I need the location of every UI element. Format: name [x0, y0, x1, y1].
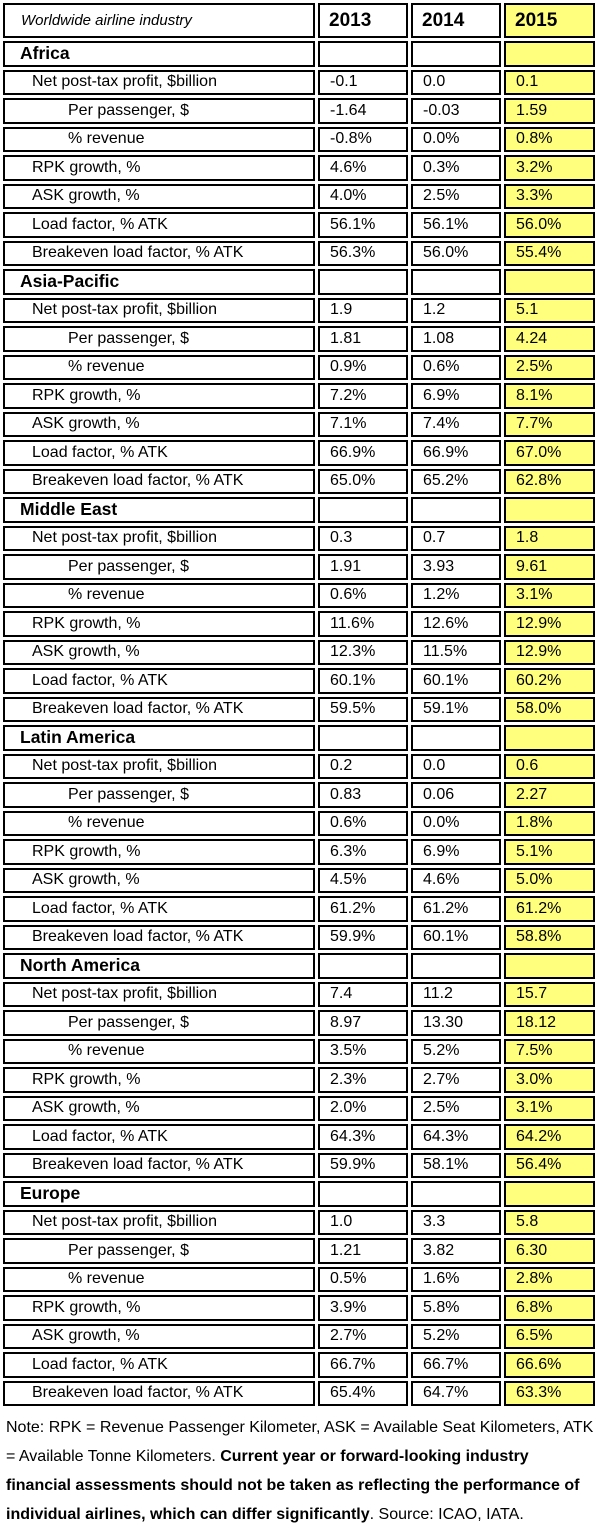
value-cell: 11.5%	[411, 640, 501, 666]
table-row	[3, 640, 595, 666]
value-cell: 64.7%	[411, 1381, 501, 1407]
value-cell: 0.0	[411, 754, 501, 780]
value-cell: 3.9%	[318, 1295, 408, 1321]
row-label: % revenue	[3, 355, 315, 381]
region-row-europe	[3, 1181, 595, 1207]
value-cell: 4.6%	[318, 155, 408, 181]
value-cell: 5.0%	[504, 868, 595, 894]
value-cell: -0.8%	[318, 127, 408, 153]
value-cell: 0.0	[411, 70, 501, 96]
value-cell: 4.24	[504, 326, 595, 352]
region-empty-cell	[318, 1181, 408, 1207]
row-label: Net post-tax profit, $billion	[3, 526, 315, 552]
value-cell: 64.3%	[318, 1124, 408, 1150]
row-label: Net post-tax profit, $billion	[3, 982, 315, 1008]
row-label: Load factor, % ATK	[3, 440, 315, 466]
value-cell: 56.1%	[411, 212, 501, 238]
row-label: Per passenger, $	[3, 554, 315, 580]
value-cell: 0.5%	[318, 1267, 408, 1293]
table-row	[3, 554, 595, 580]
row-label: RPK growth, %	[3, 839, 315, 865]
table-row	[3, 839, 595, 865]
table-row	[3, 1352, 595, 1378]
value-cell: 1.2%	[411, 583, 501, 609]
region-empty-cell	[411, 953, 501, 979]
row-label: Load factor, % ATK	[3, 1352, 315, 1378]
value-cell: 1.21	[318, 1238, 408, 1264]
row-label: RPK growth, %	[3, 1295, 315, 1321]
value-cell: 61.2%	[318, 896, 408, 922]
row-label: Breakeven load factor, % ATK	[3, 1381, 315, 1407]
row-label: % revenue	[3, 811, 315, 837]
value-cell: 1.9	[318, 298, 408, 324]
value-cell: 3.1%	[504, 583, 595, 609]
region-row-africa	[3, 41, 595, 67]
region-row-middle-east	[3, 497, 595, 523]
table-row	[3, 98, 595, 124]
value-cell: 4.0%	[318, 184, 408, 210]
value-cell: 6.8%	[504, 1295, 595, 1321]
value-cell: 11.6%	[318, 611, 408, 637]
region-row-north-america	[3, 953, 595, 979]
row-label: Breakeven load factor, % ATK	[3, 697, 315, 723]
value-cell: 55.4%	[504, 241, 595, 267]
row-label: Per passenger, $	[3, 782, 315, 808]
row-label: Load factor, % ATK	[3, 668, 315, 694]
value-cell: 1.59	[504, 98, 595, 124]
value-cell: 0.0%	[411, 811, 501, 837]
region-row-asia-pacific	[3, 269, 595, 295]
table-row	[3, 1039, 595, 1065]
value-cell: 9.61	[504, 554, 595, 580]
table-row	[3, 754, 595, 780]
table-row	[3, 412, 595, 438]
value-cell: 12.9%	[504, 611, 595, 637]
footnote-bold-text: Current year or forward-looking industry financial assessments should not be taken as reflecting the performance of individual airlines, which can differ significantly	[6, 1448, 580, 1523]
row-label: Per passenger, $	[3, 1238, 315, 1264]
value-cell: 12.6%	[411, 611, 501, 637]
table-row	[3, 1267, 595, 1293]
table-row	[3, 440, 595, 466]
value-cell: 5.2%	[411, 1039, 501, 1065]
footnote-tail-text: . Source: ICAO, IATA.	[369, 1506, 524, 1523]
table-row	[3, 782, 595, 808]
value-cell: 3.3	[411, 1210, 501, 1236]
value-cell: 1.8%	[504, 811, 595, 837]
region-empty-cell	[411, 1181, 501, 1207]
value-cell: 3.3%	[504, 184, 595, 210]
region-header-asia-pacific: Asia-Pacific	[3, 269, 315, 295]
table-row	[3, 1096, 595, 1122]
value-cell: 2.5%	[411, 1096, 501, 1122]
value-cell: 1.0	[318, 1210, 408, 1236]
value-cell: 5.1%	[504, 839, 595, 865]
value-cell: 56.3%	[318, 241, 408, 267]
value-cell: 62.8%	[504, 469, 595, 495]
value-cell: 56.0%	[504, 212, 595, 238]
value-cell: 12.9%	[504, 640, 595, 666]
value-cell: 3.0%	[504, 1067, 595, 1093]
value-cell: 2.5%	[411, 184, 501, 210]
value-cell: -1.64	[318, 98, 408, 124]
row-label: Breakeven load factor, % ATK	[3, 1153, 315, 1179]
table-row	[3, 298, 595, 324]
table-row	[3, 811, 595, 837]
value-cell: 2.3%	[318, 1067, 408, 1093]
row-label: RPK growth, %	[3, 611, 315, 637]
value-cell: 64.2%	[504, 1124, 595, 1150]
value-cell: 2.5%	[504, 355, 595, 381]
row-label: Net post-tax profit, $billion	[3, 754, 315, 780]
value-cell: 5.1	[504, 298, 595, 324]
row-label: RPK growth, %	[3, 383, 315, 409]
value-cell: 60.1%	[318, 668, 408, 694]
value-cell: 3.93	[411, 554, 501, 580]
value-cell: 59.1%	[411, 697, 501, 723]
table-row	[3, 526, 595, 552]
table-row	[3, 668, 595, 694]
value-cell: 0.8%	[504, 127, 595, 153]
table-row	[3, 184, 595, 210]
row-label: % revenue	[3, 1039, 315, 1065]
value-cell: 58.8%	[504, 925, 595, 951]
region-empty-cell	[504, 953, 595, 979]
row-label: ASK growth, %	[3, 640, 315, 666]
value-cell: 3.5%	[318, 1039, 408, 1065]
value-cell: 60.1%	[411, 925, 501, 951]
value-cell: 66.6%	[504, 1352, 595, 1378]
region-empty-cell	[411, 269, 501, 295]
row-label: Breakeven load factor, % ATK	[3, 925, 315, 951]
table-row	[3, 70, 595, 96]
table-row	[3, 697, 595, 723]
row-label: RPK growth, %	[3, 155, 315, 181]
table-row	[3, 925, 595, 951]
value-cell: 60.2%	[504, 668, 595, 694]
value-cell: 2.8%	[504, 1267, 595, 1293]
value-cell: 6.9%	[411, 383, 501, 409]
region-empty-cell	[318, 953, 408, 979]
region-row-latin-america	[3, 725, 595, 751]
region-empty-cell	[318, 497, 408, 523]
value-cell: 60.1%	[411, 668, 501, 694]
row-label: Load factor, % ATK	[3, 1124, 315, 1150]
row-label: Load factor, % ATK	[3, 212, 315, 238]
value-cell: -0.03	[411, 98, 501, 124]
row-label: % revenue	[3, 583, 315, 609]
row-label: Net post-tax profit, $billion	[3, 70, 315, 96]
value-cell: 59.9%	[318, 1153, 408, 1179]
table-row	[3, 1238, 595, 1264]
value-cell: 2.0%	[318, 1096, 408, 1122]
value-cell: 0.6%	[318, 583, 408, 609]
value-cell: 56.0%	[411, 241, 501, 267]
value-cell: 66.9%	[318, 440, 408, 466]
value-cell: 63.3%	[504, 1381, 595, 1407]
value-cell: 1.91	[318, 554, 408, 580]
table-row	[3, 896, 595, 922]
row-label: Per passenger, $	[3, 98, 315, 124]
value-cell: 0.7	[411, 526, 501, 552]
value-cell: 7.1%	[318, 412, 408, 438]
region-empty-cell	[411, 497, 501, 523]
value-cell: 1.8	[504, 526, 595, 552]
table-row	[3, 1295, 595, 1321]
table-row	[3, 155, 595, 181]
value-cell: 67.0%	[504, 440, 595, 466]
value-cell: 56.4%	[504, 1153, 595, 1179]
header-row	[3, 3, 595, 38]
table-row	[3, 212, 595, 238]
region-empty-cell	[504, 497, 595, 523]
value-cell: 15.7	[504, 982, 595, 1008]
value-cell: 0.06	[411, 782, 501, 808]
region-header-europe: Europe	[3, 1181, 315, 1207]
row-label: RPK growth, %	[3, 1067, 315, 1093]
value-cell: 0.6%	[411, 355, 501, 381]
value-cell: 7.4%	[411, 412, 501, 438]
region-empty-cell	[411, 725, 501, 751]
value-cell: 61.2%	[504, 896, 595, 922]
row-label: Net post-tax profit, $billion	[3, 1210, 315, 1236]
value-cell: 0.0%	[411, 127, 501, 153]
region-header-africa: Africa	[3, 41, 315, 67]
value-cell: 13.30	[411, 1010, 501, 1036]
table-row	[3, 1153, 595, 1179]
value-cell: 5.8%	[411, 1295, 501, 1321]
row-label: % revenue	[3, 1267, 315, 1293]
value-cell: 66.7%	[411, 1352, 501, 1378]
value-cell: 66.9%	[411, 440, 501, 466]
table-row	[3, 1324, 595, 1350]
row-label: Per passenger, $	[3, 1010, 315, 1036]
region-empty-cell	[504, 725, 595, 751]
value-cell: 0.6	[504, 754, 595, 780]
value-cell: 7.2%	[318, 383, 408, 409]
row-label: Load factor, % ATK	[3, 896, 315, 922]
region-empty-cell	[504, 1181, 595, 1207]
value-cell: 59.5%	[318, 697, 408, 723]
region-empty-cell	[504, 41, 595, 67]
value-cell: 64.3%	[411, 1124, 501, 1150]
table-row	[3, 383, 595, 409]
table-row	[3, 241, 595, 267]
row-label: ASK growth, %	[3, 1324, 315, 1350]
table-row	[3, 611, 595, 637]
value-cell: -0.1	[318, 70, 408, 96]
value-cell: 3.2%	[504, 155, 595, 181]
row-label: ASK growth, %	[3, 412, 315, 438]
region-header-middle-east: Middle East	[3, 497, 315, 523]
value-cell: 1.6%	[411, 1267, 501, 1293]
table-row	[3, 1381, 595, 1407]
row-label: % revenue	[3, 127, 315, 153]
value-cell: 18.12	[504, 1010, 595, 1036]
value-cell: 65.2%	[411, 469, 501, 495]
value-cell: 0.83	[318, 782, 408, 808]
value-cell: 1.2	[411, 298, 501, 324]
value-cell: 6.3%	[318, 839, 408, 865]
value-cell: 2.7%	[318, 1324, 408, 1350]
value-cell: 2.7%	[411, 1067, 501, 1093]
value-cell: 6.9%	[411, 839, 501, 865]
table-row	[3, 868, 595, 894]
table-title: Worldwide airline industry	[3, 3, 315, 38]
column-header-2013: 2013	[318, 3, 408, 38]
footnote	[0, 1411, 600, 1529]
table-row	[3, 583, 595, 609]
value-cell: 11.2	[411, 982, 501, 1008]
row-label: Net post-tax profit, $billion	[3, 298, 315, 324]
value-cell: 65.0%	[318, 469, 408, 495]
value-cell: 3.1%	[504, 1096, 595, 1122]
value-cell: 12.3%	[318, 640, 408, 666]
value-cell: 6.30	[504, 1238, 595, 1264]
row-label: Per passenger, $	[3, 326, 315, 352]
table-row	[3, 469, 595, 495]
value-cell: 65.4%	[318, 1381, 408, 1407]
value-cell: 0.1	[504, 70, 595, 96]
region-empty-cell	[318, 725, 408, 751]
value-cell: 3.82	[411, 1238, 501, 1264]
value-cell: 0.3%	[411, 155, 501, 181]
region-header-north-america: North America	[3, 953, 315, 979]
value-cell: 66.7%	[318, 1352, 408, 1378]
row-label: ASK growth, %	[3, 184, 315, 210]
table-row	[3, 1124, 595, 1150]
row-label: ASK growth, %	[3, 868, 315, 894]
row-label: ASK growth, %	[3, 1096, 315, 1122]
value-cell: 4.5%	[318, 868, 408, 894]
region-header-latin-america: Latin America	[3, 725, 315, 751]
table-row	[3, 326, 595, 352]
region-empty-cell	[411, 41, 501, 67]
value-cell: 0.3	[318, 526, 408, 552]
table-row	[3, 1010, 595, 1036]
value-cell: 6.5%	[504, 1324, 595, 1350]
column-header-2014: 2014	[411, 3, 501, 38]
table-row	[3, 1067, 595, 1093]
value-cell: 7.4	[318, 982, 408, 1008]
value-cell: 58.0%	[504, 697, 595, 723]
table-row	[3, 355, 595, 381]
table-row	[3, 127, 595, 153]
column-header-2015: 2015	[504, 3, 595, 38]
region-empty-cell	[504, 269, 595, 295]
value-cell: 4.6%	[411, 868, 501, 894]
value-cell: 5.8	[504, 1210, 595, 1236]
value-cell: 59.9%	[318, 925, 408, 951]
footnote-lead-text: Note: RPK = Revenue Passenger Kilometer, ASK = Available Seat Kilometers, ATK = Available Tonne Kilometers.	[6, 1419, 594, 1465]
value-cell: 8.1%	[504, 383, 595, 409]
value-cell: 8.97	[318, 1010, 408, 1036]
value-cell: 56.1%	[318, 212, 408, 238]
value-cell: 1.81	[318, 326, 408, 352]
row-label: Breakeven load factor, % ATK	[3, 241, 315, 267]
table-row	[3, 1210, 595, 1236]
value-cell: 58.1%	[411, 1153, 501, 1179]
value-cell: 5.2%	[411, 1324, 501, 1350]
row-label: Breakeven load factor, % ATK	[3, 469, 315, 495]
value-cell: 7.7%	[504, 412, 595, 438]
value-cell: 61.2%	[411, 896, 501, 922]
value-cell: 1.08	[411, 326, 501, 352]
table-row	[3, 982, 595, 1008]
region-empty-cell	[318, 269, 408, 295]
value-cell: 0.2	[318, 754, 408, 780]
value-cell: 0.9%	[318, 355, 408, 381]
region-empty-cell	[318, 41, 408, 67]
table-body	[3, 41, 595, 1406]
value-cell: 7.5%	[504, 1039, 595, 1065]
value-cell: 0.6%	[318, 811, 408, 837]
value-cell: 2.27	[504, 782, 595, 808]
